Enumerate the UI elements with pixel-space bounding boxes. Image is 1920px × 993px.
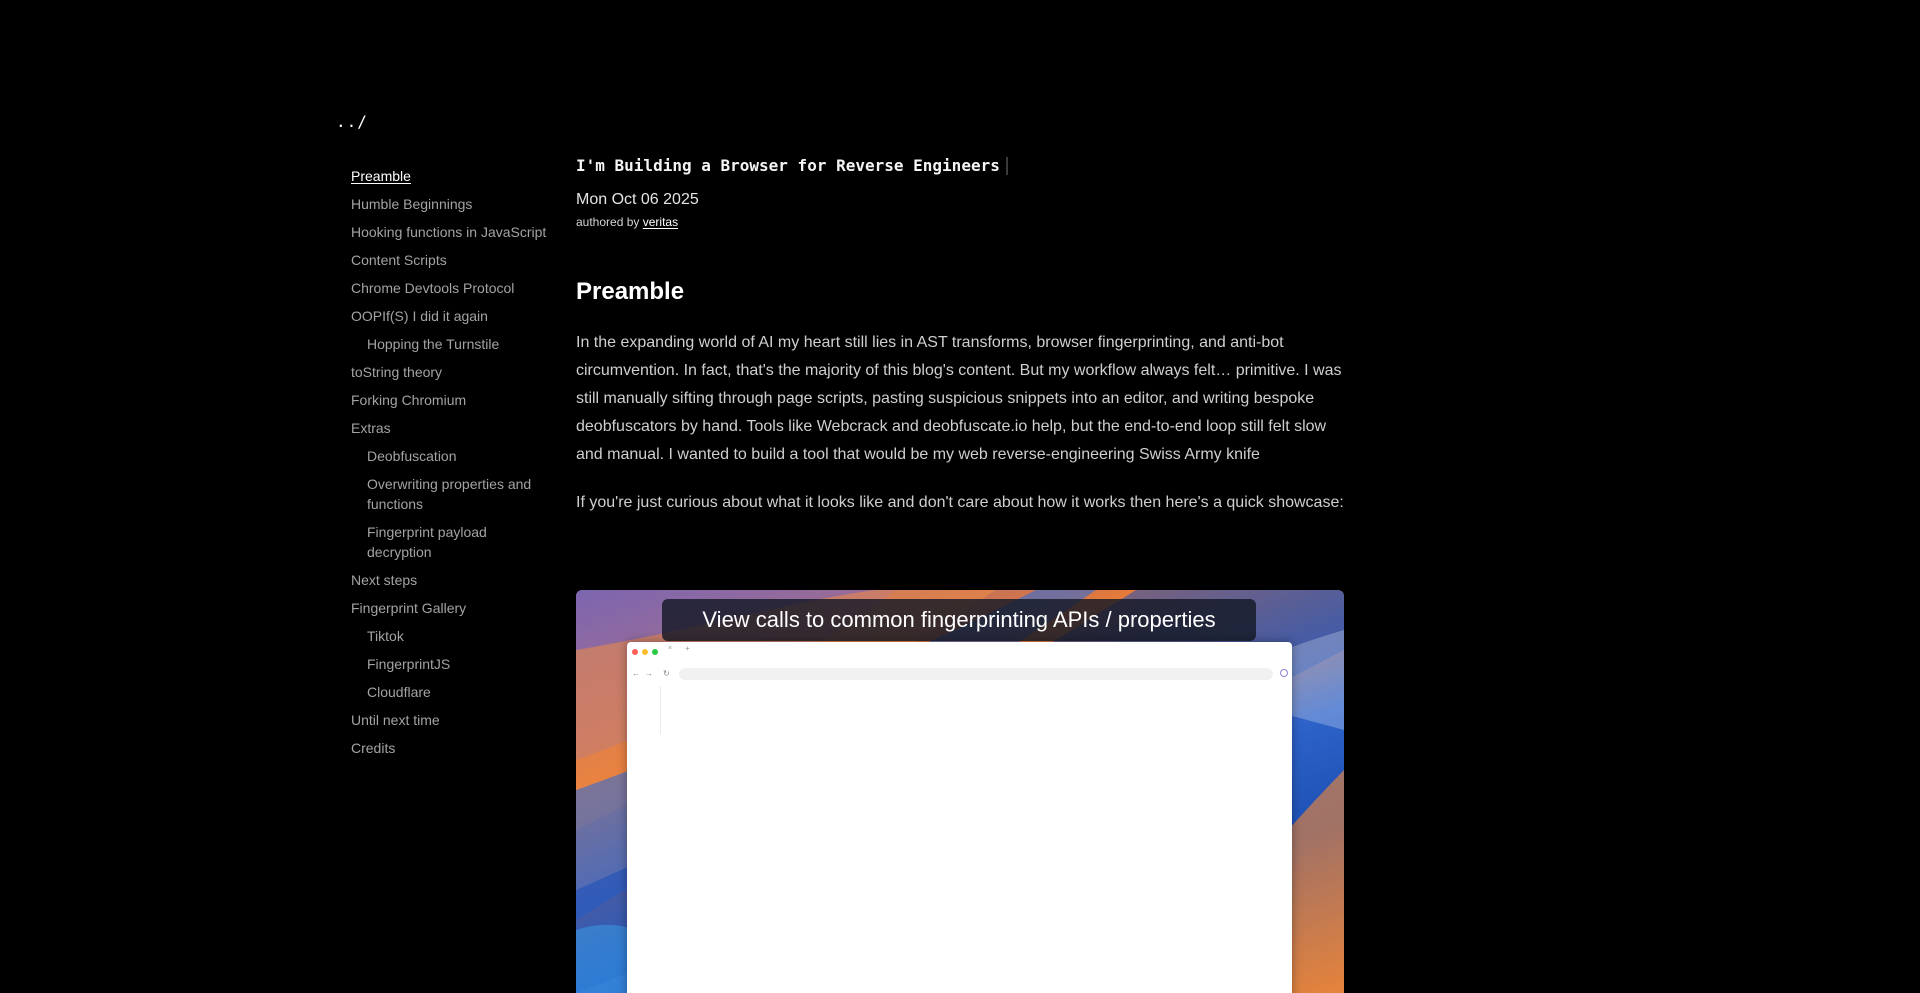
toc-item-label: Content Scripts — [351, 252, 447, 268]
paragraph: If you're just curious about what it looks like and don't care about how it works then here's a quick showcase: — [576, 494, 1344, 511]
toc-item[interactable] — [351, 222, 551, 242]
toc-item[interactable] — [351, 166, 551, 186]
sidebar-divider — [660, 686, 661, 734]
toc-item[interactable] — [351, 522, 551, 562]
toc-item[interactable] — [351, 334, 551, 354]
post-date: Mon Oct 06 2025 — [576, 191, 699, 208]
table-of-contents — [351, 166, 551, 766]
cursor-icon — [1006, 157, 1008, 175]
toc-item[interactable] — [351, 418, 551, 438]
showcase-caption: View calls to common fingerprinting APIs / properties — [662, 599, 1256, 641]
new-tab-icon: + — [685, 644, 690, 653]
reload-icon: ↻ — [663, 669, 670, 678]
tab-close-icon: × — [668, 645, 673, 652]
toc-item-label: Until next time — [351, 712, 440, 728]
toc-item-label: Hopping the Turnstile — [367, 336, 500, 352]
toc-item[interactable] — [351, 682, 551, 702]
toc-item[interactable] — [351, 390, 551, 410]
browser-window-preview — [627, 642, 1292, 993]
extension-icon — [1280, 669, 1288, 677]
toc-item-label: Fingerprint Gallery — [351, 600, 467, 616]
author-link[interactable]: veritas — [642, 215, 679, 229]
toc-item-label: Hooking functions in JavaScript — [351, 224, 547, 240]
window-toolbar — [627, 666, 1292, 682]
article — [576, 152, 1344, 517]
toc-item[interactable] — [351, 278, 551, 298]
window-titlebar — [627, 642, 1292, 660]
toc-item[interactable] — [351, 474, 551, 514]
post-title: I'm Building a Browser for Reverse Engineers — [576, 156, 1000, 175]
toc-item[interactable] — [351, 446, 551, 466]
toc-item-label: Credits — [351, 740, 396, 756]
toc-item-label: toString theory — [351, 364, 443, 380]
toc-item-label: Preamble — [351, 168, 411, 184]
showcase-video[interactable] — [576, 590, 1344, 993]
toc-item[interactable] — [351, 626, 551, 646]
minimize-window-dot-icon — [642, 649, 648, 655]
back-arrow-icon: ← — [632, 669, 640, 678]
toc-item-label: Humble Beginnings — [351, 196, 473, 212]
back-link[interactable]: ../ — [336, 112, 368, 131]
toc-item[interactable] — [351, 710, 551, 730]
toc-item[interactable] — [351, 654, 551, 674]
toc-item-label: Next steps — [351, 572, 418, 588]
toc-item-label: Fingerprint payload decryption — [367, 524, 487, 560]
toc-item[interactable] — [351, 194, 551, 214]
toc-item[interactable] — [351, 250, 551, 270]
toc-item-label: Forking Chromium — [351, 392, 467, 408]
toc-item-label: Deobfuscation — [367, 448, 457, 464]
toc-item-label: Extras — [351, 420, 391, 436]
paragraph: In the expanding world of AI my heart still lies in AST transforms, browser fingerprinting, and anti-bot circumvention. In fact, that's the majority of this blog's content. But my workflow always felt… primitive. I was still manually sifting through page scripts, pasting suspicious snippets into an editor, and writing bespoke deobfuscators by hand. Tools like Webcrack and deobfuscate.io help, but the end-to-end loop still felt slow and manual. I wanted to build a tool that would be my web reverse-engineering Swiss Army knife — [576, 334, 1342, 463]
forward-arrow-icon: → — [645, 669, 653, 678]
post-author — [576, 213, 1344, 231]
section-heading: Preamble — [576, 278, 685, 305]
url-bar — [679, 668, 1273, 680]
toc-item[interactable] — [351, 598, 551, 618]
toc-item-label: OOPIf(S) I did it again — [351, 308, 488, 324]
toc-item[interactable] — [351, 362, 551, 382]
toc-item-label: Cloudflare — [367, 684, 431, 700]
author-prefix: authored by — [576, 215, 640, 229]
toc-item[interactable] — [351, 738, 551, 758]
maximize-window-dot-icon — [652, 649, 658, 655]
toc-item-label: FingerprintJS — [367, 656, 451, 672]
post-title-row — [576, 152, 1344, 180]
toc-item-label: Overwriting properties and functions — [367, 476, 532, 512]
toc-item-label: Tiktok — [367, 628, 404, 644]
toc-item-label: Chrome Devtools Protocol — [351, 280, 515, 296]
toc-item[interactable] — [351, 570, 551, 590]
close-window-dot-icon — [632, 649, 638, 655]
toc-item[interactable] — [351, 306, 551, 326]
